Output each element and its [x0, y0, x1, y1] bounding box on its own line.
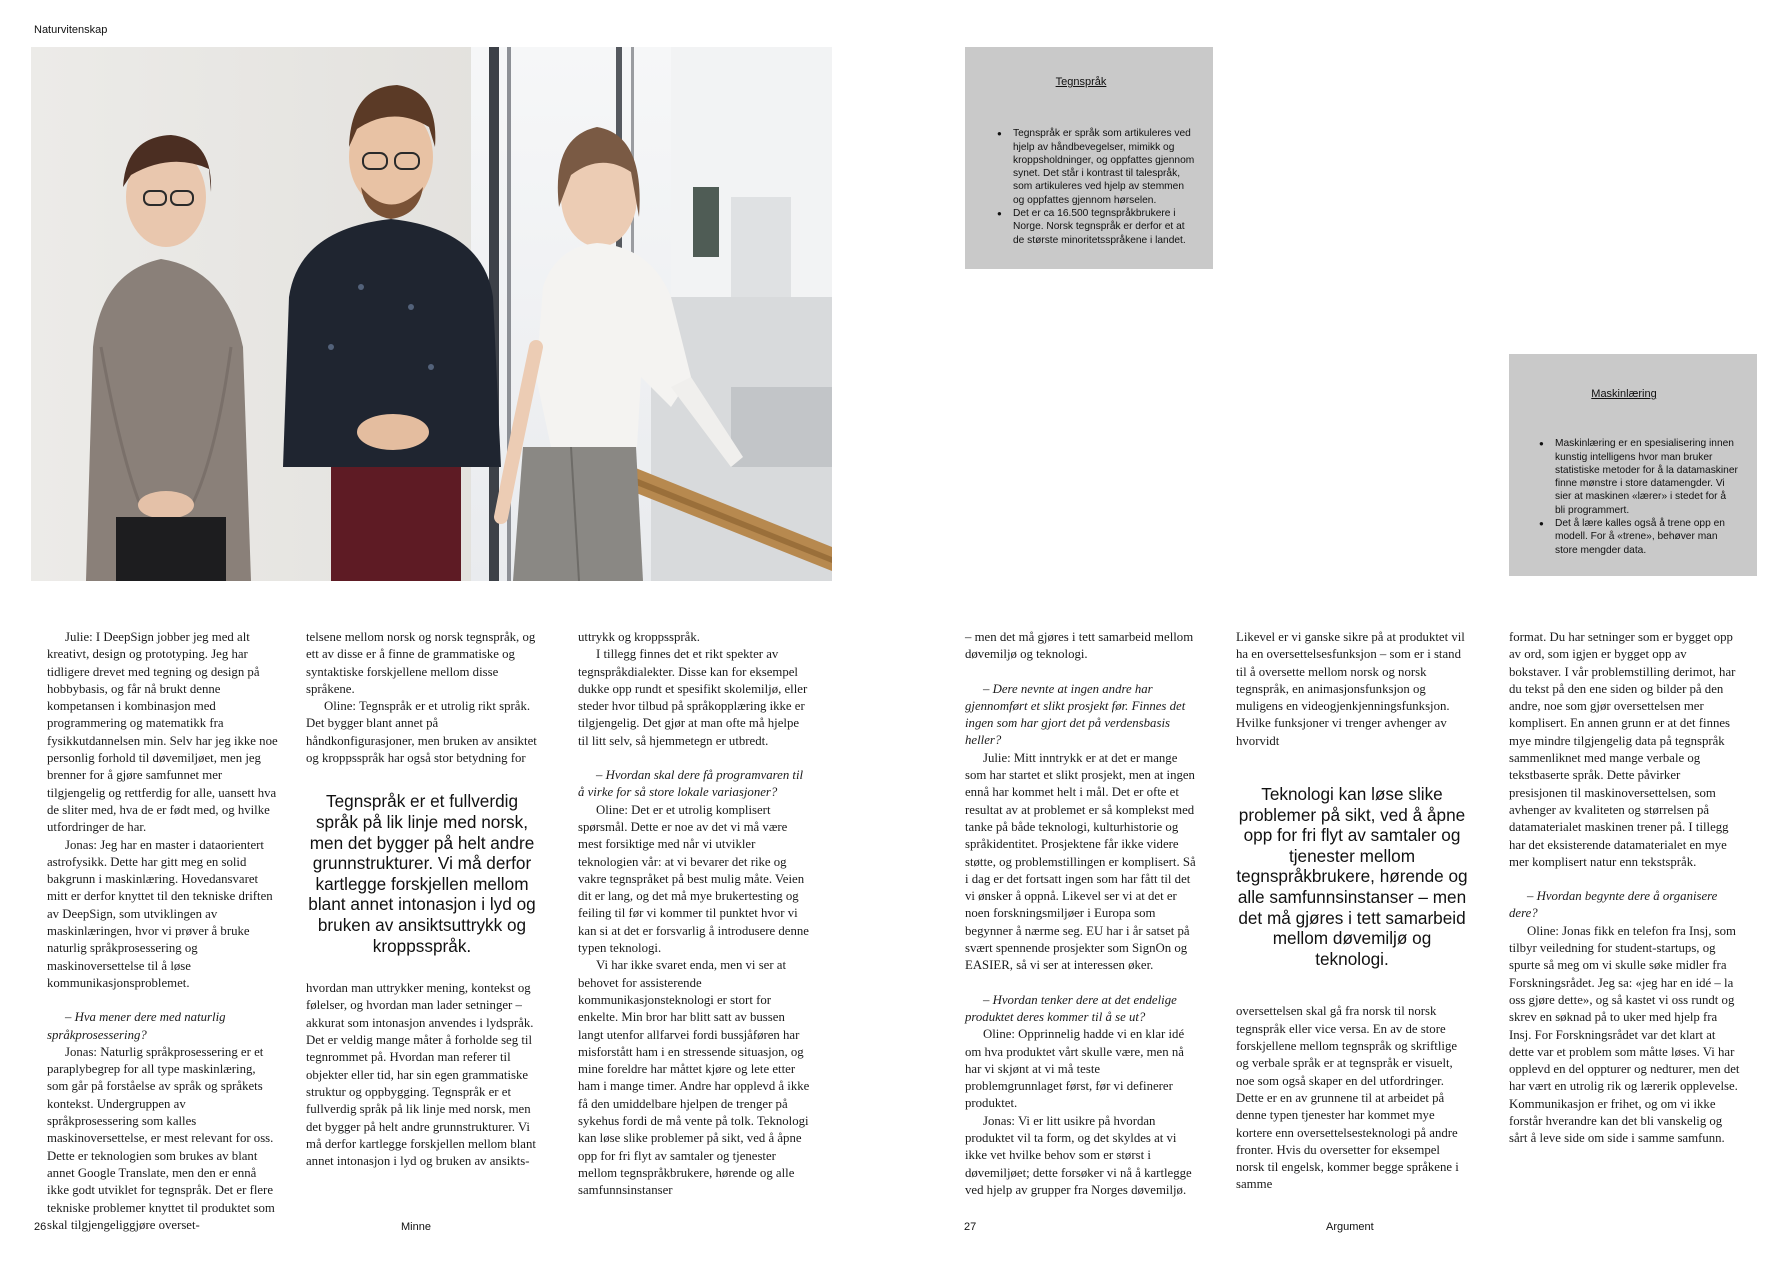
fact-box-item: ● Det å lære kalles også å trene opp en modell. For å «trene», behøver man store mengder data.: [1539, 517, 1739, 557]
paragraph: I tillegg finnes det et rikt spekter av tegnspråkdialekter. Disse kan for eksempel dukke opp rundt et spesifikt skolemiljø, eller steder hvor tilbud på språkopplæring ikke er tilgjengelig. Det gjør at man ofte må hjelpe til litt selv, så hjemmetegn er utbredt.: [578, 647, 808, 748]
text-column-3: [578, 629, 810, 1200]
paragraph: Julie: I DeepSign jobber jeg med alt kreativt, design og prototyping. Jeg har tidligere drevet med tegning og design på hobbybasis, og får nå brukt denne kompetansen i kombinasjon med programmering og matematikk fra fysikkutdannelsen min. Selv har jeg ikke noe personlig forhold til døvemiljøet, men jeg brenner for å gjøre samfunnet mer tilgjengelig og rettferdig for alle, uansett hva de sliter med, hva de er født med, og hvilke utfordringer de har.: [47, 630, 278, 835]
text-column-6: [1509, 629, 1741, 1148]
paragraph: hvordan man uttrykker mening, kontekst og følelser, og hvordan man lader setninger – akkurat som intonasjon anvendes i lydspråk. Det er veldig mange måter å forholde seg til tegnrommet på. Hvordan man referer til objekter eller tid, har sin egen grammatiske struktur og oppbygging. Tegnspråk er et fullverdig språk på lik linje med norsk, men det bygger på helt andre grunnstrukturer. Vi må derfor kartlegge forskjellen mellom blant annet intonasjon i lyd og bruken av ansikts-: [306, 981, 536, 1169]
paragraph: Oline: Det er et utrolig komplisert spørsmål. Dette er noe av det vi må være mest forsiktige med når vi utvikler teknologien vår: at vi bevarer det rike og vakre tegnspråket på best mulig måte. Veien dit er lang, og det må mye brukertesting og feiling til før vi kommer til punktet hvor vi kan si at det er forsvarlig å introdusere denne typen teknologi.: [578, 802, 809, 956]
paragraph: Oline: Tegnspråk er et utrolig rikt språk. Det bygger blant annet på håndkonfigurasjoner, men bruken av ansiktet og kroppsspråk har også stor betydning for: [306, 699, 537, 766]
question: – Hvordan tenker dere at det endelige produktet deres kommer til å se ut?: [965, 992, 1177, 1024]
paragraph: Jonas: Jeg har en master i dataorientert astrofysikk. Dette har gitt meg en solid bakgrunn i maskinlæring. Hovedansvaret mitt er derfor knyttet til den tekniske driften av DeepSign, som utviklingen av maskinlæringen, hvor vi prøver å bruke naturlig språkprosessering og maskinoversettelse til å løse kommunikasjonsproblemet.: [47, 837, 273, 990]
publication-title-left: Minne: [401, 1221, 431, 1233]
paragraph: – men det må gjøres i tett samarbeid mellom døvemiljø og teknologi.: [965, 630, 1194, 662]
paragraph: Jonas: Naturlig språkprosessering er et paraplybegrep for all type maskinlæring, som går på forståelse av språk og språkets kontekst. Undergruppen av språkprosessering som kalles maskinoversettelse, er mest relevant for oss. Dette er teknologien som brukes av blant annet Google Translate, men den er ennå ikke godt utviklet for tegnspråk. Det er flere tekniske problemer knyttet til produktet som skal tilgjengeliggjøre overset-: [47, 1044, 275, 1232]
pull-quote: Tegnspråk er et fullverdig språk på lik linje med norsk, men det bygger på helt andre grunnstrukturer. Vi må derfor kartlegge forskjellen mellom blant annet intonasjon i lyd og bruken av ansiktsuttrykk og kroppsspråk.: [308, 791, 536, 956]
paragraph: Vi har ikke svaret enda, men vi ser at behovet for assisterende kommunikasjonsteknologi er stort for enkelte. Min bror har blitt satt av bussen langt utenfor allfarvei fordi bussjåføren har misforstått ham i en stressende situasjon, og mine foreldre har måttet kjøre og lete etter ham i mange timer. Andre har opplevd å ikke få den umiddelbare hjelpen de trenger på sykehus fordi de må vente på tolk. Teknologi kan løse slike problemer på sikt, ved å åpne opp for fri flyt av samtaler og tjenester mellom tegnspråkbrukere, hørende og alle samfunnsinstanser: [578, 958, 810, 1198]
question: – Hvordan skal dere få programvaren til å virke for så store lokale variasjoner?: [578, 768, 804, 800]
page-number-left: 26: [34, 1221, 47, 1233]
fact-box-item: ● Maskinlæring er en spesialisering innen kunstig intelligens hvor man bruker statistiske metoder for å la datamaskiner finne mønstre i store datamengder. Vi sier at maskinen «lærer» i stedet for å bli programmert.: [1539, 437, 1739, 517]
publication-title-right: Argument: [1326, 1221, 1374, 1233]
text-column-5: [1236, 629, 1468, 1194]
paragraph: Oline: Jonas fikk en telefon fra Insj, som tilbyr veiledning for student-startups, og spurte så meg om vi skulle søke midler fra Forskningsrådet. Jeg sa: «jeg har en idé – la oss gjøre dette», og så kastet vi oss rundt og skrev en søknad på to uker med hjelp fra Insj. For Forskningsrådet var det klart at dette var et problem som måtte løses. Vi har opplevd en del oppturer og nedturer, men det har vært en utrolig rik og lærerik opplevelse. Kommunikasjon er frihet, og om vi ikke forstår hverandre kan det bli vanskelig og sårt å leve side om side i samme samfunn.: [1509, 923, 1740, 1146]
paragraph: format. Du har setninger som er bygget opp av ord, som igjen er bygget opp av bokstaver. I vår problemstilling derimot, har du tekst på den ene siden og bilder på den andre, noe som gjør oversettelsen mer komplisert. En annen grunn er at det finnes mye mindre tilgjengelig data på tegnspråk sammenliknet med mange verbale og tekstbaserte språk. Dette påvirker presisjonen til maskinoversettelsen, som avhenger av kvaliteten og størrelsen på datamaterialet maskinen trener på. I tillegg har det eksisterende datamaterialet en mye mer komplisert natur enn tekstspråk.: [1509, 630, 1736, 869]
fact-box-maskinlaering: [1509, 354, 1757, 576]
fact-box-title: Tegnspråk: [1055, 76, 1107, 88]
text-column-2: [306, 629, 538, 1170]
section-label: Naturvitenskap: [34, 24, 108, 36]
team-photo: [31, 47, 832, 581]
paragraph: Julie: Mitt inntrykk er at det er mange som har startet et slikt prosjekt, men at ingen ennå har kommet helt i mål. Det er ofte et resultat av at problemet er så komplekst med tanke på både teknologi, kulturhistorie og språkidentitet. Prosjektene får ikke videre støtte, og problemstillingen er komplisert. Så i dag er det fortsatt ingen som har fått til det vi ønsker å oppnå. Likevel ser vi at det er noen forskningsmiljøer i Europa som begynner å nærme seg. EU har i år satset på svært spennende prosjekter som SignOn og EASIER, så vi ser at interessen øker.: [965, 750, 1196, 973]
paragraph: oversettelsen skal gå fra norsk til norsk tegnspråk eller vice versa. En av de store forskjellene mellom tegnspråk og skriftlige og verbale språk er at tegnspråk er visuelt, noe som også skaper en del utfordringer. Dette er en av grunnene til at arbeidet på denne typen tjenester har kommet mye kortere enn oversettelsesteknologi på andre fronter. Hvis du oversetter for eksempel norsk til engelsk, kommer begge språkene i samme: [1236, 1004, 1459, 1192]
page-number-right: 27: [964, 1221, 977, 1233]
paragraph: telsene mellom norsk og norsk tegnspråk, og ett av disse er å finne de grammatiske og syntaktiske forskjellene mellom disse språkene.: [306, 630, 536, 696]
question: – Hva mener dere med naturlig språkprosessering?: [47, 1010, 226, 1042]
question: – Hvordan begynte dere å organisere dere?: [1509, 889, 1718, 921]
fact-box-title: Maskinlæring: [1591, 388, 1657, 400]
text-column-4: [965, 629, 1197, 1199]
text-column-1: [47, 629, 279, 1234]
question: – Dere nevnte at ingen andre har gjennomført et slikt prosjekt før. Finnes det ingen som har gjort det på verdensbasis heller?: [965, 681, 1186, 748]
pull-quote: Teknologi kan løse slike problemer på sikt, ved å åpne opp for fri flyt av samtaler og tjenester mellom tegnspråkbrukere, hørende og alle samfunnsinstanser – men det må gjøres i tett samarbeid mellom døvemiljø og teknologi.: [1236, 784, 1468, 969]
paragraph: uttrykk og kroppsspråk.: [578, 630, 700, 644]
fact-box-item: ● Tegnspråk er språk som artikuleres ved hjelp av håndbevegelser, mimikk og kroppsholdninger, og oppfattes gjennom synet. Det står i kontrast til talespråk, som artikuleres ved hjelp av stemmen og oppfattes gjennom hørselen.: [997, 127, 1195, 207]
fact-box-item: ● Det er ca 16.500 tegnspråkbrukere i Norge. Norsk tegnspråk er derfor et at de største minoritetsspråkene i landet.: [997, 207, 1195, 247]
fact-box-tegnsprak: [965, 47, 1213, 269]
paragraph: Jonas: Vi er litt usikre på hvordan produktet vil ta form, og det skyldes at vi ikke vet hvilke behov som er størst i døvemiljøet; dette forsøker vi nå å kartlegge ved hjelp av grupper fra Norges døvemiljø.: [965, 1113, 1192, 1197]
paragraph: Oline: Opprinnelig hadde vi en klar idé om hva produktet vårt skulle være, men nå har vi skjønt at vi må teste problemgrunnlaget først, før vi definerer produktet.: [965, 1027, 1185, 1111]
paragraph: Likevel er vi ganske sikre på at produktet vil ha en oversettelsesfunksjon – som er i stand til å oversette mellom norsk og norsk tegnspråk, en animasjonsfunksjon og muligens en videogjenkjenningsfunksjon. Hvilke funksjoner vi trenger avhenger av hvorvidt: [1236, 630, 1465, 748]
